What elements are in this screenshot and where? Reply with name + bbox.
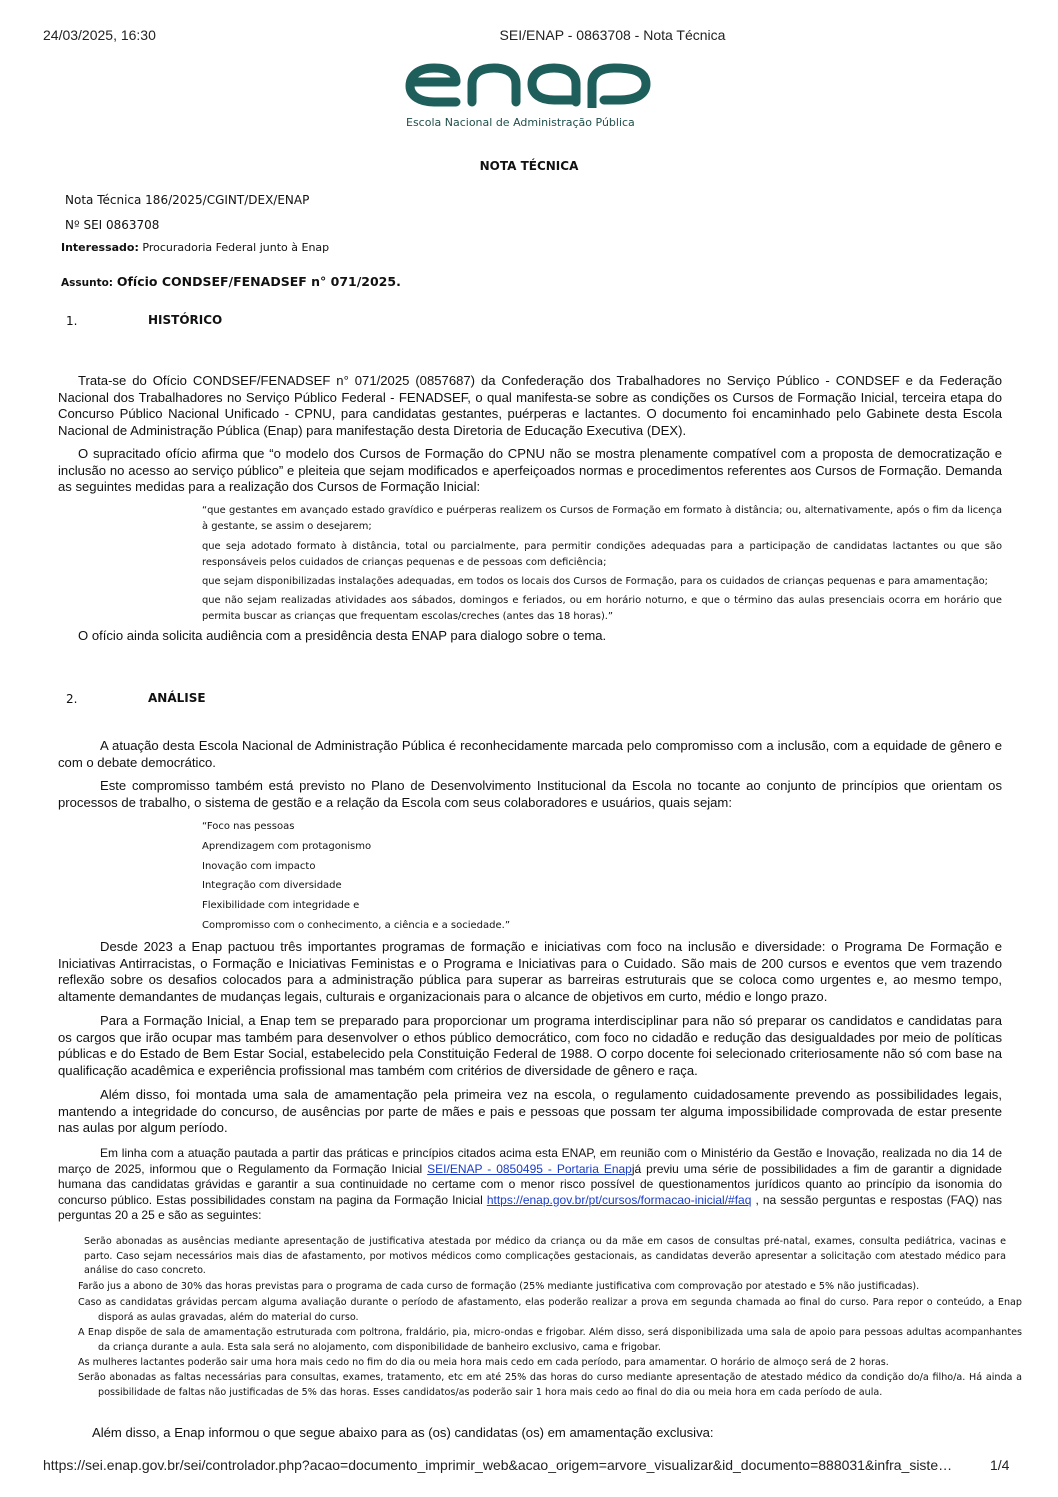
- paragraph-6-text-b: já previu uma série de possibilidades a fim de garantir a dignidade humana das candidatas grávidas e garantir a sua continuidade no certame com o menor risco possível de questionamentos jurídicos quanto ao princípio da isonomia do concurso público. Estas possibilidades constam na pagina da Formação Inicial: [58, 1161, 1002, 1207]
- print-datetime: 24/03/2025, 16:30: [43, 27, 156, 43]
- section-2-paragraph-4: Para a Formação Inicial, a Enap tem se preparado para proporcionar um programa interdisciplinar para não só preparar os candidatos e candidatas para os cargos que irão ocupar mas também para desenvolver o ethos público democrático, com foco no cidadão e redução das desigualdades por meio de políticas públicas e do Estado de Bem Estar Social, estabelecido pela Constituição Federal de 1988. O corpo docente foi selecionado criteriosamente não só com base na qualificação acadêmica e experiência profissional mas também com critérios de diversidade de gênero e raça.: [58, 1013, 1002, 1078]
- principle-item: Aprendizagem com protagonismo: [202, 841, 372, 852]
- principle-item: “Foco nas pessoas: [202, 821, 295, 832]
- interessado-label: Interessado:: [61, 241, 139, 254]
- formacao-inicial-faq-link[interactable]: https://enap.gov.br/pt/cursos/formacao-inicial/#faq: [486, 1192, 752, 1207]
- faq-item: As mulheres lactantes poderão sair uma hora mais cedo no fim do dia ou meia hora mais cedo em cada período, para amamentar. O horário de almoço será de 2 horas.: [78, 1357, 889, 1368]
- sei-number: Nº SEI 0863708: [65, 218, 160, 232]
- faq-item: Caso as candidatas grávidas percam alguma avaliação durante o período de afastamento, elas poderão realizar a prova em segunda chamada ao final do curso. Para repor o conteúdo, a Enap disporá as aulas gravadas, além do material do curso.: [78, 1297, 1022, 1323]
- paragraph-6-text-a: Em linha com a atuação pautada a partir das práticas e princípios citados acima esta ENAP, em reunião com o Ministério da Gestão e Inovação, realizada no dia 14 de março de 2025, informou que o Regulamento da Formação Inicial: [58, 1146, 1002, 1176]
- enap-logo: [404, 62, 656, 132]
- interessado-row: [61, 241, 329, 254]
- document-title: NOTA TÉCNICA: [479, 159, 579, 173]
- section-2-title: ANÁLISE: [148, 691, 206, 705]
- paragraph-6-text-c: , na sessão perguntas e respostas (FAQ) nas perguntas 20 a 25 e são as seguintes:: [58, 1192, 1002, 1222]
- section-2-paragraph-3: Desde 2023 a Enap pactuou três importantes programas de formação e iniciativas com foco na inclusão e diversidade: o Programa De Formação e Iniciativas Antirracistas, o Formação e Iniciativas Feministas e o Programa e Iniciativas para o Cuidado. São mais de 200 cursos e eventos que vem trazendo reflexão sobre os desafios colocados para a administração pública para superar as barreiras estruturais que se coloca como urgentes e, ao mesmo tempo, altamente demandantes de mudanças legais, culturais e organizacionais para o alcance de objetivos em curto, médio e longo prazo.: [58, 939, 1002, 1004]
- section-1-number: 1.: [66, 314, 78, 328]
- faq-item: Farão jus a abono de 30% das horas previstas para o programa de cada curso de formação (25% mediante justificativa com comprovação por atestado e 5% não justificadas).: [78, 1281, 920, 1292]
- principle-item: Flexibilidade com integridade e: [202, 900, 360, 911]
- document-reference: Nota Técnica 186/2025/CGINT/DEX/ENAP: [65, 193, 310, 207]
- quote-item: que sejam disponibilizadas instalações adequadas, em todos os locais dos Cursos de Formação, para os cuidados de crianças pequenas e para amamentação;: [202, 576, 988, 587]
- faq-item: A Enap dispõe de sala de amamentação estruturada com poltrona, fraldário, pia, micro-ondas e frigobar. Além disso, será disponibilizada uma sala de apoio para pessoas adultas acompanhantes da criança durante a aula. Esta sala será no alojamento, com disponibilidade de banheiro exclusivo, cama e frigobar.: [78, 1327, 1022, 1353]
- portaria-enap-link[interactable]: SEI/ENAP - 0850495 - Portaria Enap: [427, 1161, 632, 1176]
- section-2-paragraph-5: Além disso, foi montada uma sala de amamentação pela primeira vez na escola, o regulamento cuidadosamente prevendo as possibilidades legais, mantendo a integridade do concurso, de ausências por parte de mães e pais e pessoas que possam ter alguma impossibilidade comprovada de estar presente nas aulas por algum período.: [58, 1087, 1002, 1136]
- section-2-paragraph-1: A atuação desta Escola Nacional de Administração Pública é reconhecidamente marcada pelo compromisso com a inclusão, com a equidade de gênero e com o debate democrático.: [58, 738, 1002, 770]
- section-2-paragraph-7: Além disso, a Enap informou o que segue abaixo para as (os) candidatas (os) em amamentação exclusiva:: [92, 1425, 714, 1440]
- assunto-label: Assunto:: [61, 277, 114, 289]
- enap-wordmark: [404, 62, 656, 108]
- print-page-number: 1/4: [990, 1457, 1010, 1473]
- faq-item: Serão abonadas as faltas necessárias para consultas, exames, tratamento, etc em até 25% das horas do curso mediante apresentação de atestado médico da condição do/a filho/a. Há ainda a possibilidade de faltas não justificadas de 5% das horas. Esses candidatos/as poderão sair 1 hora mais cedo ao final do dia ou meia hora em cada período de aula.: [78, 1372, 1022, 1398]
- assunto-row: [61, 274, 401, 289]
- section-1-title: HISTÓRICO: [148, 313, 223, 327]
- section-2-paragraph-6: [58, 1146, 1002, 1224]
- quote-item: “que gestantes em avançado estado gravídico e puérperas realizem os Cursos de Formação em formato à distância; ou, alternativamente, após o fim da licença à gestante, se assim o desejarem;: [202, 505, 1002, 532]
- principle-item: Integração com diversidade: [202, 880, 342, 891]
- print-url: https://sei.enap.gov.br/sei/controlador.php?acao=documento_imprimir_web&acao_origem=arvore_visualizar&id_documento=888031&infra_siste…: [43, 1457, 953, 1473]
- section-2-paragraph-2: Este compromisso também está previsto no Plano de Desenvolvimento Institucional da Escola no tocante ao conjunto de princípios que orientam os processos de trabalho, o sistema de gestão e a relação da Escola com seus colaboradores e usuários, quais sejam:: [58, 778, 1002, 810]
- section-2-number: 2.: [66, 692, 78, 706]
- faq-item: Serão abonadas as ausências mediante apresentação de justificativa atestada por médico da criança ou da mãe em casos de consultas pré-natal, exames, consulta pediátrica, vacinas e parto. Caso sejam necessários mais dias de afastamento, por motivos médicos como complicações gestacionais, as candidatas deverão apresentar a solicitação com atestado médico para análise do caso concreto.: [84, 1236, 1006, 1276]
- principle-item: Compromisso com o conhecimento, a ciência e a sociedade.”: [202, 920, 511, 931]
- print-page-title: SEI/ENAP - 0863708 - Nota Técnica: [499, 27, 726, 43]
- interessado-value: Procuradoria Federal junto à Enap: [142, 241, 330, 254]
- assunto-value: Ofício CONDSEF/FENADSEF n° 071/2025.: [116, 274, 401, 289]
- quote-item: que seja adotado formato à distância, total ou parcialmente, para permitir condições adequadas para a participação de candidatas lactantes ou que são responsáveis pelos cuidados de crianças pequenas e de pessoas com deficiência;: [202, 541, 1002, 568]
- principle-item: Inovação com impacto: [202, 861, 316, 872]
- quote-item: que não sejam realizadas atividades aos sábados, domingos e feriados, ou em horário noturno, e que o término das aulas presenciais ocorra em horário que permita buscar as crianças que frequentam escolas/creches (antes das 18 horas).”: [202, 595, 1002, 622]
- section-1-paragraph-1: Trata-se do Ofício CONDSEF/FENADSEF n° 071/2025 (0857687) da Confederação dos Trabalhadores no Serviço Público - CONDSEF e da Federação Nacional dos Trabalhadores no Serviço Público Federal - FENADSEF, o qual manifesta-se sobre as condições os Cursos de Formação Inicial, terceira etapa do Concurso Público Nacional Unificado - CPNU, para candidatas gestantes, puérperas e lactantes. O documento foi encaminhado pelo Gabinete desta Escola Nacional de Administração Pública (Enap) para manifestação desta Diretoria de Educação Executiva (DEX).: [58, 373, 1002, 438]
- enap-subtitle: Escola Nacional de Administração Pública: [406, 116, 635, 129]
- section-1-paragraph-3: O ofício ainda solicita audiência com a presidência desta ENAP para dialogo sobre o tema.: [78, 628, 607, 643]
- section-1-paragraph-2: O supracitado ofício afirma que “o modelo dos Cursos de Formação do CPNU não se mostra plenamente compatível com a proposta de democratização e inclusão no acesso ao serviço público” e pleiteia que sejam modificados e aperfeiçoados normas e procedimentos referentes aos Cursos de Formação. Demanda as seguintes medidas para a realização dos Cursos de Formação Inicial:: [58, 446, 1002, 495]
